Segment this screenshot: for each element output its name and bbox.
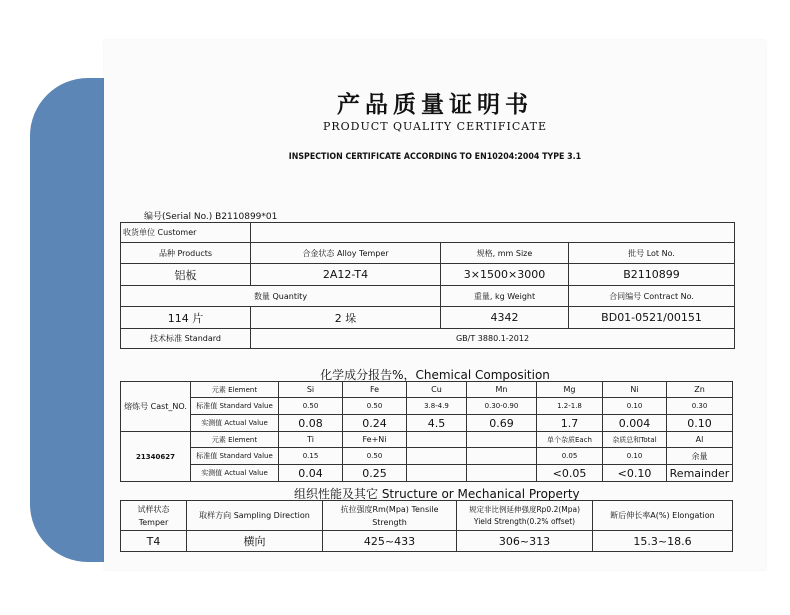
element-1: Si [279, 382, 343, 398]
weight-label: 重量, kg Weight [441, 286, 569, 307]
element-9: Fe+Ni [343, 432, 407, 448]
standard-6: 0.10 [603, 398, 667, 415]
lot-label: 批号 Lot No. [569, 243, 735, 264]
size-label: 规格, mm Size [441, 243, 569, 264]
actual-11 [467, 465, 537, 482]
element-5: Mg [537, 382, 603, 398]
impurity-total-label: 杂质总和Total [603, 432, 667, 448]
direction-value: 横向 [187, 531, 323, 552]
standard-2: 0.50 [343, 398, 407, 415]
direction-header: 取样方向 Sampling Direction [187, 501, 323, 531]
elongation-value: 15.3~18.6 [593, 531, 733, 552]
info-table [120, 222, 735, 349]
element-6: Ni [603, 382, 667, 398]
actual-5: 1.7 [537, 415, 603, 432]
standard-5: 1.2-1.8 [537, 398, 603, 415]
impurity-each-label: 单个杂质Each [537, 432, 603, 448]
products-value: 铝板 [121, 264, 251, 286]
alloy-temper-value: 2A12-T4 [251, 264, 441, 286]
standard-label: 技术标准 Standard [121, 329, 251, 349]
standard-10 [407, 448, 467, 465]
element-al: Al [667, 432, 733, 448]
weight-value: 4342 [441, 307, 569, 329]
element-label-2: 元素 Element [191, 432, 279, 448]
quantity-value: 114 片 [121, 307, 251, 329]
certificate-title-en: PRODUCT QUALITY CERTIFICATE [322, 120, 547, 133]
temper-value: T4 [121, 531, 187, 552]
element-8: Ti [279, 432, 343, 448]
actual-1: 0.08 [279, 415, 343, 432]
inspection-standard-line: INSPECTION CERTIFICATE ACCORDING TO EN10204:2004 TYPE 3.1 [288, 152, 582, 162]
element-2: Fe [343, 382, 407, 398]
size-value: 3×1500×3000 [441, 264, 569, 286]
temper-header: 试样状态 Temper [121, 501, 187, 531]
elongation-header: 断后伸长率A(%) Elongation [593, 501, 733, 531]
chemical-table [120, 381, 733, 482]
certificate-title-cn: 产品质量证明书 [337, 92, 533, 118]
standard-8: 0.15 [279, 448, 343, 465]
actual-14: Remainder [667, 465, 733, 482]
cast-no-value: 21340627 [121, 432, 191, 482]
actual-6: 0.004 [603, 415, 667, 432]
element-label-1: 元素 Element [191, 382, 279, 398]
standard-value-label-2: 标准值 Standard Value [191, 448, 279, 465]
standard-value-label-1: 标准值 Standard Value [191, 398, 279, 415]
standard-9: 0.50 [343, 448, 407, 465]
products-label: 品种 Products [121, 243, 251, 264]
standard-3: 3.8-4.9 [407, 398, 467, 415]
actual-3: 4.5 [407, 415, 467, 432]
certificate-sheet [104, 40, 766, 570]
chemical-composition-heading: 化学成分报告%，Chemical Composition [320, 368, 550, 382]
element-10 [407, 432, 467, 448]
standard-1: 0.50 [279, 398, 343, 415]
yield-value: 306~313 [457, 531, 593, 552]
actual-2: 0.24 [343, 415, 407, 432]
element-7: Zn [667, 382, 733, 398]
serial-number: 编号(Serial No.) B2110899*01 [144, 212, 278, 222]
alloy-temper-label: 合金状态 Alloy Temper [251, 243, 441, 264]
standard-7: 0.30 [667, 398, 733, 415]
customer-label: 收货单位 Customer [121, 223, 251, 243]
actual-12: <0.05 [537, 465, 603, 482]
standard-14: 余量 [667, 448, 733, 465]
standard-value: GB/T 3880.1-2012 [251, 329, 735, 349]
contract-label: 合同编号 Contract No. [569, 286, 735, 307]
actual-7: 0.10 [667, 415, 733, 432]
actual-10 [407, 465, 467, 482]
element-3: Cu [407, 382, 467, 398]
actual-value-label-1: 实测值 Actual Value [191, 415, 279, 432]
mechanical-property-heading: 组织性能及其它 Structure or Mechanical Property [294, 487, 580, 501]
lot-value: B2110899 [569, 264, 735, 286]
actual-13: <0.10 [603, 465, 667, 482]
standard-4: 0.30-0.90 [467, 398, 537, 415]
element-11 [467, 432, 537, 448]
standard-11 [467, 448, 537, 465]
bundles-value: 2 垛 [251, 307, 441, 329]
customer-value [251, 223, 735, 243]
element-4: Mn [467, 382, 537, 398]
actual-8: 0.04 [279, 465, 343, 482]
tensile-header: 抗拉强度Rm(Mpa) Tensile Strength [323, 501, 457, 531]
actual-value-label-2: 实测值 Actual Value [191, 465, 279, 482]
actual-4: 0.69 [467, 415, 537, 432]
contract-value: BD01-0521/00151 [569, 307, 735, 329]
mechanical-table [120, 500, 733, 552]
standard-13: 0.10 [603, 448, 667, 465]
standard-12: 0.05 [537, 448, 603, 465]
yield-header: 规定非比例延伸强度Rp0.2(Mpa) Yield Strength(0.2% offset) [457, 501, 593, 531]
quantity-label: 数量 Quantity [121, 286, 441, 307]
actual-9: 0.25 [343, 465, 407, 482]
tensile-value: 425~433 [323, 531, 457, 552]
cast-no-label: 熔炼号 Cast_NO. [121, 382, 191, 432]
